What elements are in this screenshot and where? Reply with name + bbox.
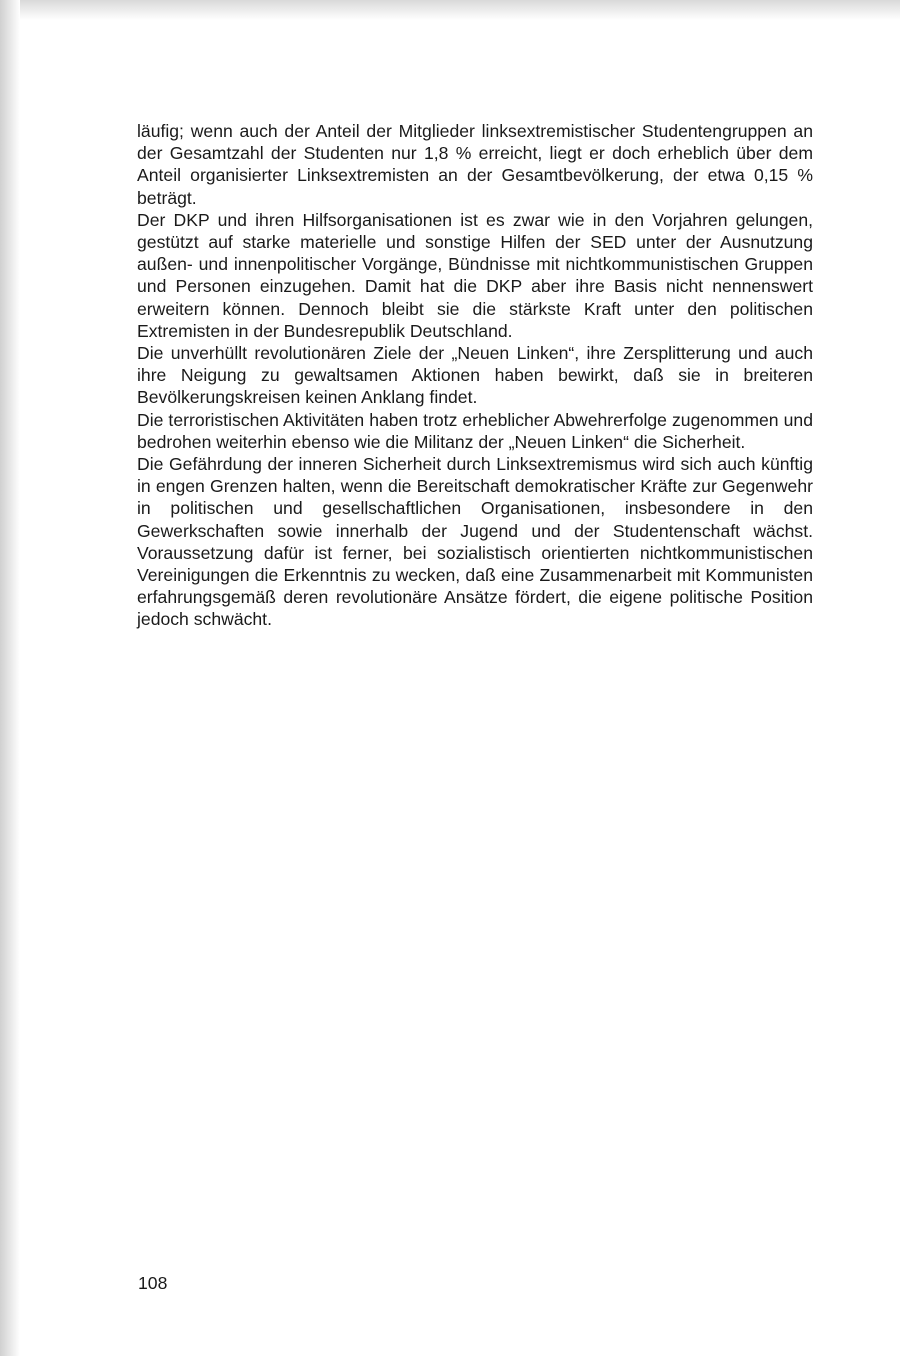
paragraph: Die terroristischen Aktivitäten haben trotz erheblicher Abwehrerfolge zugenommen und bedrohen weiterhin ebenso wie die Militanz der „Neuen Linken“ die Sicherheit.: [137, 409, 813, 452]
paragraph: Die Gefährdung der inneren Sicherheit durch Linksextremismus wird sich auch künftig in engen Grenzen halten, wenn die Bereitschaft demokratischer Kräfte zur Gegenwehr in politischen und gesellschaftlichen Organisationen, insbesondere in den Gewerkschaften sowie innerhalb der Jugend und der Studentenschaft wächst. Voraussetzung dafür ist ferner, bei sozialistisch orientierten nichtkommunistischen Vereinigungen die Erkenntnis zu wecken, daß eine Zusammenarbeit mit Kommunisten erfahrungsgemäß deren revolutionäre Ansätze fördert, die eigene politische Position jedoch schwächt.: [137, 454, 813, 630]
scan-shadow-left: [0, 0, 20, 1356]
scan-shadow-top: [0, 0, 900, 20]
paragraph: läufig; wenn auch der Anteil der Mitglieder linksextremistischer Studentengruppen an der Gesamtzahl der Studenten nur 1,8 % erreicht, liegt er doch erheblich über dem Anteil organisierter Linksextremisten an der Gesamtbevölkerung, der etwa 0,15 % beträgt.: [137, 121, 813, 208]
page-body: [137, 120, 813, 631]
page-number: 108: [138, 1273, 168, 1293]
paragraph: Die unverhüllt revolutionären Ziele der „Neuen Linken“, ihre Zersplitterung und auch ihre Neigung zu gewaltsamen Aktionen haben bewirkt, daß sie in breiteren Bevölkerungskreisen keinen Anklang findet.: [137, 343, 813, 408]
paragraph: Der DKP und ihren Hilfsorganisationen ist es zwar wie in den Vorjahren gelungen, gestützt auf starke materielle und sonstige Hilfen der SED unter der Ausnutzung außen- und innenpolitischer Vorgänge, Bündnisse mit nichtkommunistischen Gruppen und Personen einzugehen. Damit hat die DKP aber ihre Basis nicht nennenswert erweitern können. Dennoch bleibt sie die stärkste Kraft unter den politischen Extremisten in der Bundesrepublik Deutschland.: [137, 209, 813, 341]
